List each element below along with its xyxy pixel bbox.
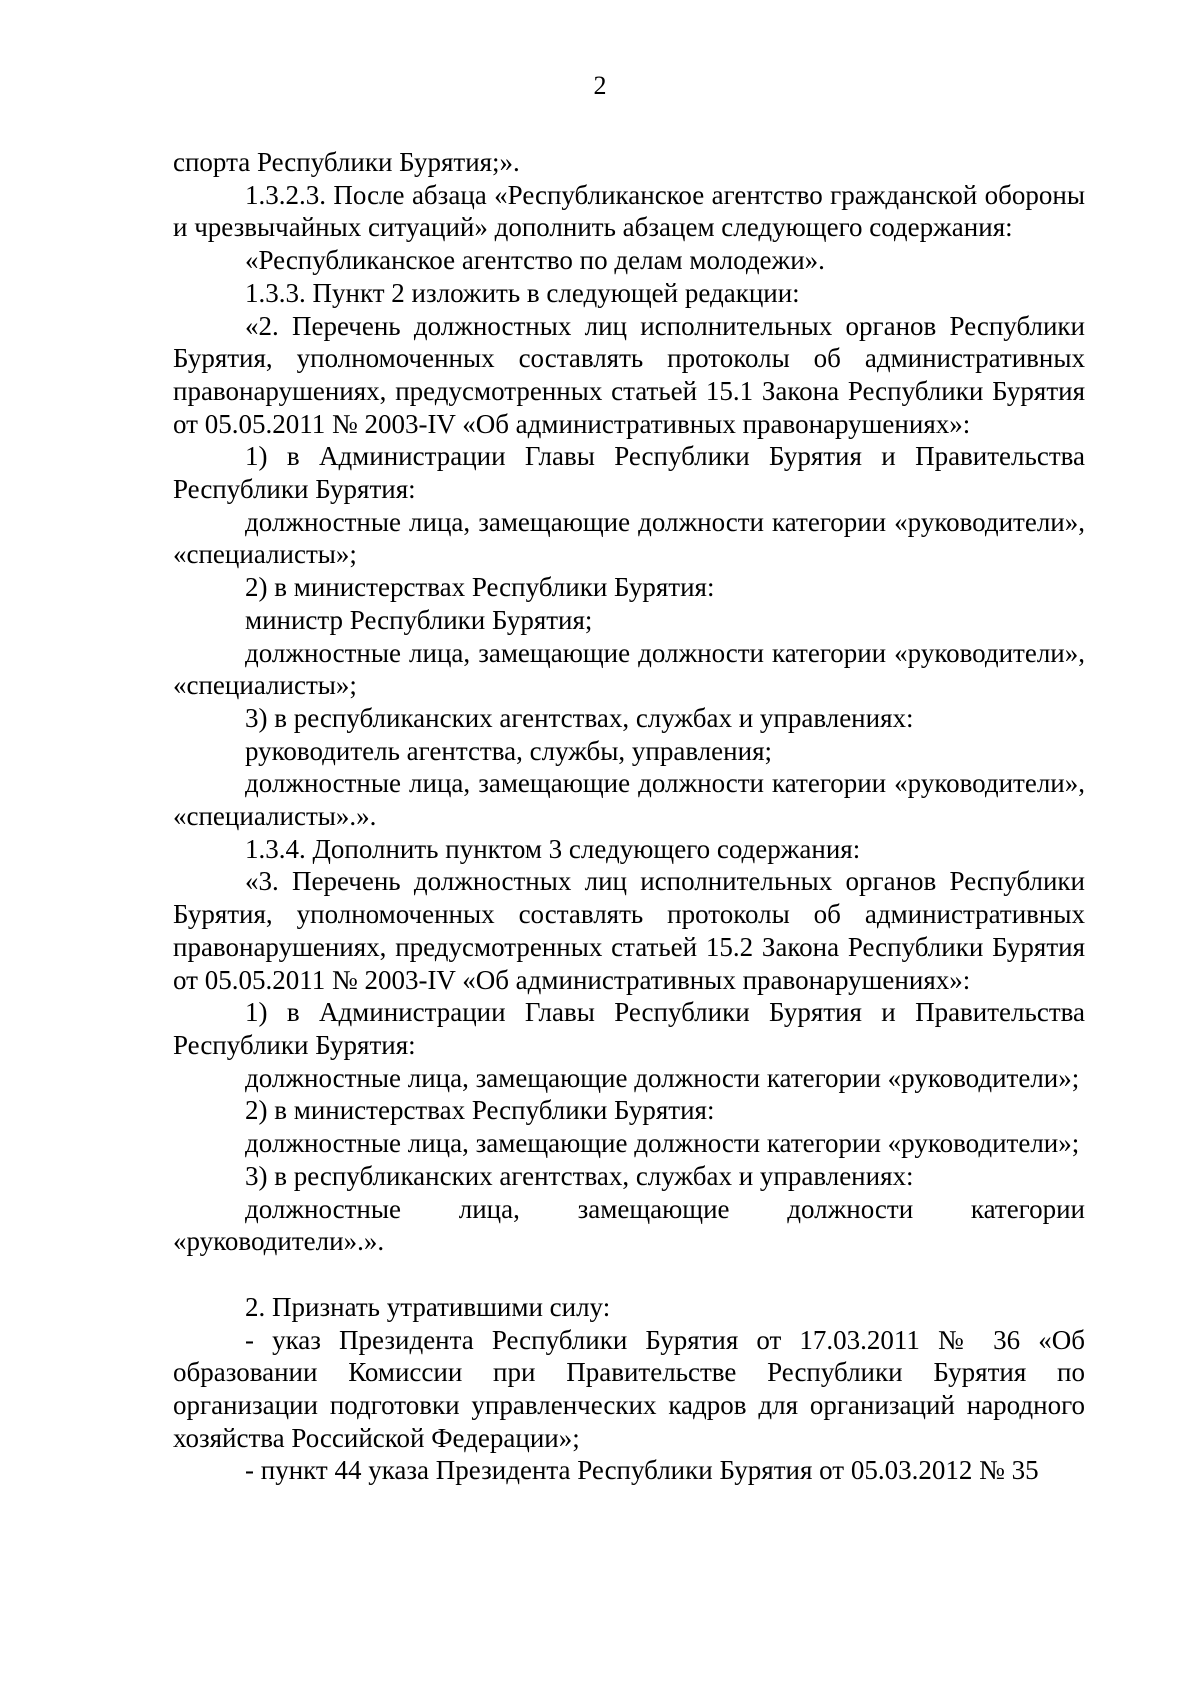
paragraph: 3) в республиканских агентствах, службах и управлениях: — [245, 702, 914, 733]
paragraph: должностные лица, замещающие должности категории «руководители»; — [245, 1062, 1080, 1093]
paragraph: 1) в Администрации Главы Республики Бурятия и Правительства Республики Бурятия: — [173, 441, 1085, 505]
page-number: 2 — [593, 71, 607, 100]
paragraph: должностные лица, замещающие должности категории «руководители»; — [245, 1128, 1080, 1159]
paragraph: руководитель агентства, службы, управления; — [245, 735, 772, 766]
paragraph: министр Республики Бурятия; — [245, 604, 593, 635]
paragraph: «2. Перечень должностных лиц исполнительных органов Республики Бурятия, уполномоченных составлять протоколы об административных правонарушениях, предусмотренных статьей 15.1 Закона Республики Бурятия от 05.05.2011 № 2003-IV «Об административных правонарушениях»: — [173, 310, 1085, 439]
paragraph: - указ Президента Республики Бурятия от 17.03.2011 № 36 «Об образовании Комиссии при Правительстве Республики Бурятия по организации подготовки управленческих кадров для организаций народного хозяйства Российской Федерации»; — [173, 1324, 1085, 1453]
paragraph: «3. Перечень должностных лиц исполнительных органов Республики Бурятия, уполномоченных составлять протоколы об административных правонарушениях, предусмотренных статьей 15.2 Закона Республики Бурятия от 05.05.2011 № 2003-IV «Об административных правонарушениях»: — [173, 866, 1085, 995]
paragraph: 2) в министерствах Республики Бурятия: — [245, 572, 715, 603]
paragraph: 1.3.4. Дополнить пунктом 3 следующего содержания: — [245, 833, 861, 864]
paragraph: 3) в республиканских агентствах, службах и управлениях: — [245, 1160, 914, 1191]
paragraph: 1.3.2.3. После абзаца «Республиканское агентство гражданской обороны и чрезвычайных ситуаций» дополнить абзацем следующего содержания: — [173, 179, 1085, 243]
paragraph: должностные лица, замещающие должности категории «руководители», «специалисты».». — [173, 768, 1085, 832]
paragraph: спорта Республики Бурятия;». — [173, 147, 520, 177]
paragraph: 1.3.3. Пункт 2 изложить в следующей редакции: — [245, 277, 800, 308]
paragraph: должностные лица, замещающие должности категории «руководители», «специалисты»; — [173, 506, 1085, 570]
paragraph-spacer — [173, 1258, 1085, 1291]
paragraph: - пункт 44 указа Президента Республики Бурятия от 05.03.2012 № 35 — [245, 1455, 1039, 1486]
paragraph: 2) в министерствах Республики Бурятия: — [245, 1095, 715, 1126]
paragraph: должностные лица, замещающие должности категории «руководители», «специалисты»; — [173, 637, 1085, 701]
document-body — [173, 146, 1085, 1487]
paragraph: должностные лица, замещающие должности категории «руководители».». — [173, 1193, 1085, 1257]
paragraph: «Республиканское агентство по делам молодежи». — [245, 245, 825, 276]
paragraph: 1) в Администрации Главы Республики Бурятия и Правительства Республики Бурятия: — [173, 997, 1085, 1060]
paragraph: 2. Признать утратившими силу: — [245, 1291, 611, 1322]
